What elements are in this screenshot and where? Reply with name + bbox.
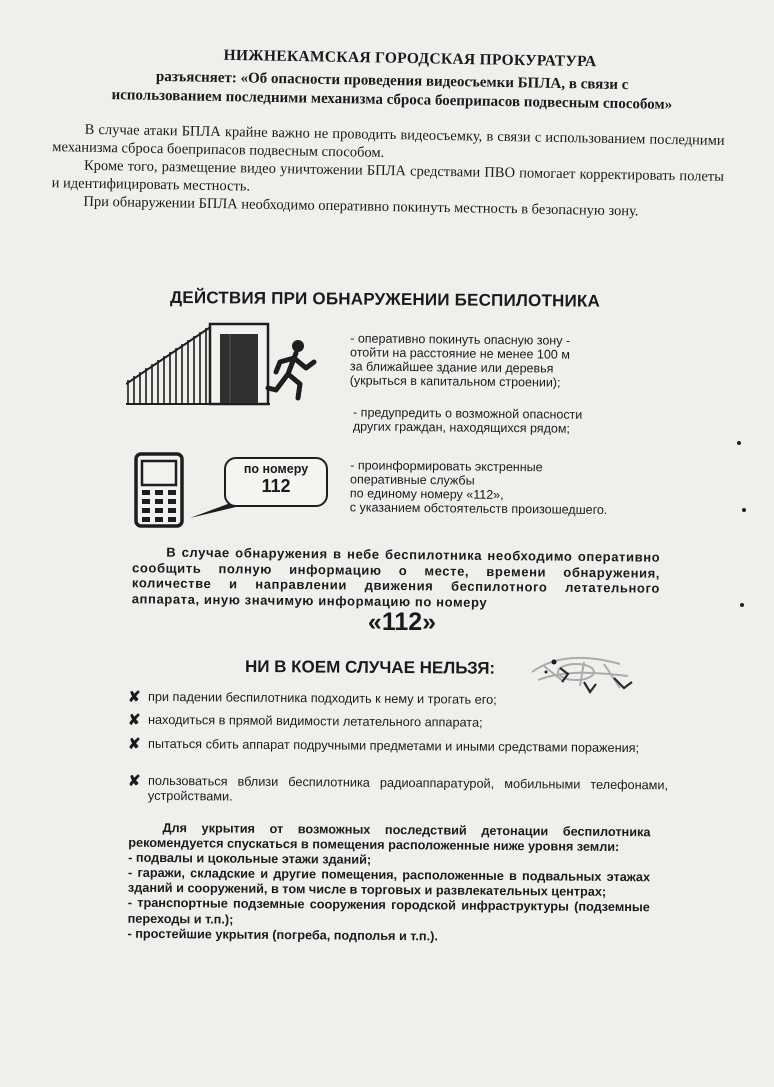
action-line: - предупредить о возможной опасности xyxy=(353,405,583,422)
phone-number-bubble xyxy=(224,457,328,507)
shelter-item: - транспортные подземные сооружения городской инфраструктуры (подземные переходы и т.п.); xyxy=(127,896,650,927)
emergency-number: «112» xyxy=(367,608,437,636)
subtitle-line: разъясняет: «Об опасности проведения видеосъемки БПЛА, в связи с xyxy=(155,68,629,94)
cross-icon: ✘ xyxy=(127,735,141,753)
subtitle-line: использованием последними механизма сброса боеприпасов подвесным способом» xyxy=(111,87,673,113)
action-leave-zone xyxy=(350,331,651,390)
prohibition-text: пользоваться вблизи беспилотника радиоаппаратурой, мобильными телефонами, устройствами. xyxy=(147,773,669,804)
intro-text xyxy=(51,120,724,222)
document-subtitle xyxy=(62,66,723,116)
action-line: отойти на расстояние не менее 100 м xyxy=(350,345,570,362)
shelter-intro-text: Для укрытия от возможных последствий детонации беспилотника рекомендуется спускаться в помещения расположенные ниже уровня земли: xyxy=(128,821,651,855)
action-line: по единому номеру «112», xyxy=(349,486,504,502)
prohibition-text: пытаться сбить аппарат подручными предметами и иными средствами поражения; xyxy=(147,736,640,756)
action-line: - проинформировать экстренные xyxy=(350,458,543,475)
cross-icon: ✘ xyxy=(127,711,141,729)
cross-icon: ✘ xyxy=(128,772,141,790)
scan-speck xyxy=(742,508,746,512)
action-line: за ближайшее здание или деревья xyxy=(349,359,554,376)
prohibition-item xyxy=(128,713,668,733)
report-text: В случае обнаружения в небе беспилотника необходимо оперативно сообщить полную информацию о месте, времени обнаружения, количестве и направлении движения беспилотного летательного аппарата, иную значимую информацию по номеру xyxy=(131,544,661,610)
scan-speck xyxy=(737,441,741,445)
shelter-item: - гаражи, складские и другие помещения, расположенные в подвальных этажах зданий и сооружений, в том числе в торговых и развлекательных центрах; xyxy=(127,866,651,900)
action-warn-citizens xyxy=(353,405,653,436)
action-line: оперативные службы xyxy=(350,472,475,488)
actions-heading: ДЕЙСТВИЯ ПРИ ОБНАРУЖЕНИИ БЕСПИЛОТНИКА xyxy=(169,287,601,311)
action-line: других граждан, находящихся рядом; xyxy=(352,419,571,436)
intro-paragraph: Кроме того, размещение видео уничтожении БПЛА средствами ПВО помогает корректировать полеты и идентифицировать местность. xyxy=(51,157,725,195)
prohibition-item xyxy=(128,737,668,757)
shelter-intro xyxy=(128,821,650,856)
bubble-label: по номеру xyxy=(243,462,309,476)
organization-title: НИЖНЕКАМСКАЯ ГОРОДСКАЯ ПРОКУРАТУРА xyxy=(223,46,597,71)
shelter-item: - простейшие укрытия (погреба, подполья и т.п.). xyxy=(127,926,438,944)
prohibition-item xyxy=(128,774,668,809)
action-call-emergency xyxy=(350,458,671,517)
intro-paragraph: При обнаружении БПЛА необходимо оперативно покинуть местность в безопасную зону. xyxy=(83,193,639,220)
prohibition-text: при падении беспилотника подходить к нему и трогать его; xyxy=(147,689,497,707)
action-line: (укрыться в капитальном строении); xyxy=(349,373,561,390)
action-line: с указанием обстоятельств произошедшего. xyxy=(349,500,608,518)
scan-speck xyxy=(740,603,744,607)
prohibitions-heading: НИ В КОЕМ СЛУЧАЕ НЕЛЬЗЯ: xyxy=(244,656,496,678)
shelter-running-man-icon xyxy=(126,322,336,406)
action-line: - оперативно покинуть опасную зону - xyxy=(350,331,571,348)
cross-icon: ✘ xyxy=(127,688,141,706)
shelter-section xyxy=(127,821,650,946)
shelter-item: - подвалы и цокольные этажи зданий; xyxy=(128,850,372,868)
prohibition-text: находиться в прямой видимости летательного аппарата; xyxy=(147,712,483,730)
report-instruction xyxy=(132,544,661,612)
intro-paragraph: В случае атаки БПЛА крайне важно не проводить видеосъемку, в связи с использованием последними механизма сброса боеприпасов подвесным способом. xyxy=(52,121,725,161)
bubble-number: 112 xyxy=(261,476,291,496)
